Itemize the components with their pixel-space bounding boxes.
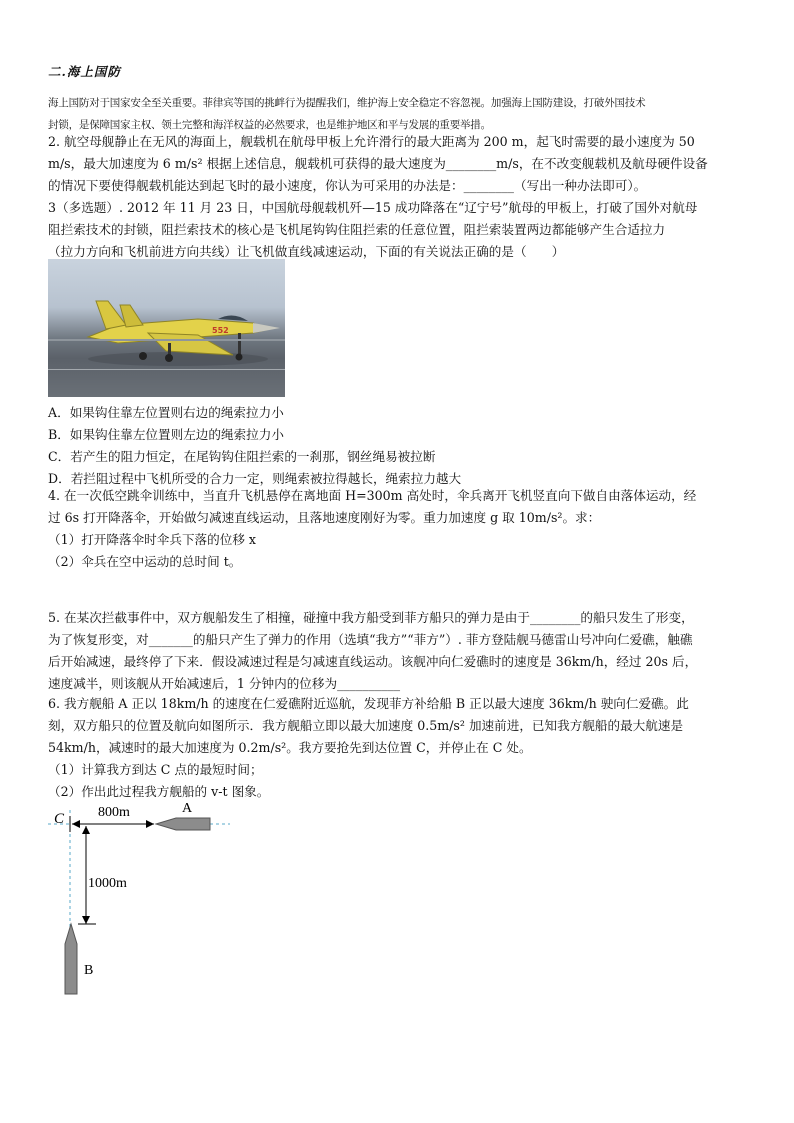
position-diagram bbox=[40, 796, 240, 1001]
carrier-jet-photo bbox=[48, 259, 285, 397]
jet-number: 552 bbox=[212, 326, 229, 335]
q2-line: 的情况下要使得舰载机能达到起飞时的最小速度，你认为可采用的办法是：________（写出一种办法即可）。 bbox=[48, 178, 647, 193]
question-4 bbox=[48, 485, 758, 573]
intro-paragraph bbox=[48, 92, 754, 136]
question-2 bbox=[48, 131, 758, 197]
q3-line: 阻拦索技术的封锁，阻拦索技术的核心是飞机尾钩钩住阻拦索的任意位置，阻拦索装置两边都能够产生合适拉力 bbox=[48, 222, 666, 237]
deck-line bbox=[48, 369, 285, 370]
q2-line: 2. 航空母舰静止在无风的海面上，舰载机在航母甲板上允许滑行的最大距离为 200 m，起飞时需要的最小速度为 50 bbox=[48, 134, 695, 149]
ship-a-icon bbox=[156, 818, 210, 830]
intro-line: 封锁，是保障国家主权、领土完整和海洋权益的必然要求，也是维护地区和平与发展的重要举措。 bbox=[48, 119, 491, 131]
q3-line: 3（多选题）. 2012 年 11 月 23 日，中国航母舰载机歼—15 成功降落在“辽宁号”航母的甲板上，打破了国外对航母 bbox=[48, 200, 698, 215]
q3-option-a: A．如果钩住靠左位置则右边的绳索拉力小 bbox=[48, 405, 284, 420]
intro-line: 海上国防对于国家安全至关重要。菲律宾等国的挑衅行为提醒我们，维护海上安全稳定不容忽视。加强海上国防建设，打破外国技术 bbox=[48, 97, 646, 109]
ship-b-label: B bbox=[84, 963, 94, 978]
vertical-distance-label: 1000m bbox=[88, 876, 127, 891]
q5-line: 为了恢复形变，对_______的船只产生了弹力的作用（选填“我方”“菲方”）. 菲方登陆舰马德雷山号冲向仁爱礁，触礁 bbox=[48, 632, 693, 647]
ship-b-icon bbox=[65, 924, 77, 994]
section-title: 二.海上国防 bbox=[48, 64, 121, 79]
q3-line: （拉力方向和飞机前进方向共线）让飞机做直线减速运动，下面的有关说法正确的是（ ） bbox=[48, 244, 565, 259]
horizontal-distance-label: 800m bbox=[98, 805, 130, 820]
q5-line: 速度减半，则该舰从开始减速后，1 分钟内的位移为__________ bbox=[48, 676, 401, 691]
q4-subquestion-1: （1）打开降落伞时伞兵下落的位移 x bbox=[48, 532, 257, 547]
question-3 bbox=[48, 197, 758, 263]
q4-subquestion-2: （2）伞兵在空中运动的总时间 t。 bbox=[48, 554, 242, 569]
question-3-options bbox=[48, 402, 758, 490]
q6-subquestion-2: （2）作出此过程我方舰船的 v-t 图象。 bbox=[48, 784, 270, 799]
question-5 bbox=[48, 607, 758, 695]
q5-line: 后开始减速，最终停了下来．假设减速过程是匀减速直线运动。该舰冲向仁爱礁时的速度是 36km/h，经过 20s 后， bbox=[48, 654, 698, 669]
ship-a-label: A bbox=[182, 801, 193, 816]
q3-option-c: C．若产生的阻力恒定，在尾钩钩住阻拦索的一刹那，钢丝绳易被拉断 bbox=[48, 449, 436, 464]
fighter-jet-icon bbox=[48, 259, 285, 397]
deck-line bbox=[48, 339, 285, 341]
q6-line: 刻，双方船只的位置及航向如图所示．我方舰船立即以最大加速度 0.5m/s² 加速前进，已知我方舰船的最大航速是 bbox=[48, 718, 684, 733]
q2-line: m/s，最大加速度为 6 m/s² 根据上述信息，舰载机可获得的最大速度为________m/s，在不改变舰载机及航母硬件设备 bbox=[48, 156, 708, 171]
question-6 bbox=[48, 693, 758, 803]
q4-line: 过 6s 打开降落伞，开始做匀减速直线运动，且落地速度刚好为零。重力加速度 g 取 10m/s²。求： bbox=[48, 510, 601, 525]
point-c-label: C bbox=[54, 811, 65, 827]
q4-line: 4. 在一次低空跳伞训练中，当直升飞机悬停在离地面 H=300m 高处时，伞兵离开飞机竖直向下做自由落体运动，经 bbox=[48, 488, 697, 503]
q5-line: 5. 在某次拦截事件中，双方舰船发生了相撞，碰撞中我方船受到菲方船只的弹力是由于________的船只发生了形变， bbox=[48, 610, 694, 625]
q6-line: 54km/h，减速时的最大加速度为 0.2m/s²。我方要抢先到达位置 C，并停止在 C 处。 bbox=[48, 740, 532, 755]
q6-subquestion-1: （1）计算我方到达 C 点的最短时间； bbox=[48, 762, 263, 777]
q3-option-d: D．若拦阻过程中飞机所受的合力一定，则绳索被拉得越长，绳索拉力越大 bbox=[48, 471, 462, 486]
q6-line: 6. 我方舰船 A 正以 18km/h 的速度在仁爱礁附近巡航，发现菲方补给船 B 正以最大速度 36km/h 驶向仁爱礁。此 bbox=[48, 696, 689, 711]
q3-option-b: B．如果钩住靠左位置则左边的绳索拉力小 bbox=[48, 427, 284, 442]
